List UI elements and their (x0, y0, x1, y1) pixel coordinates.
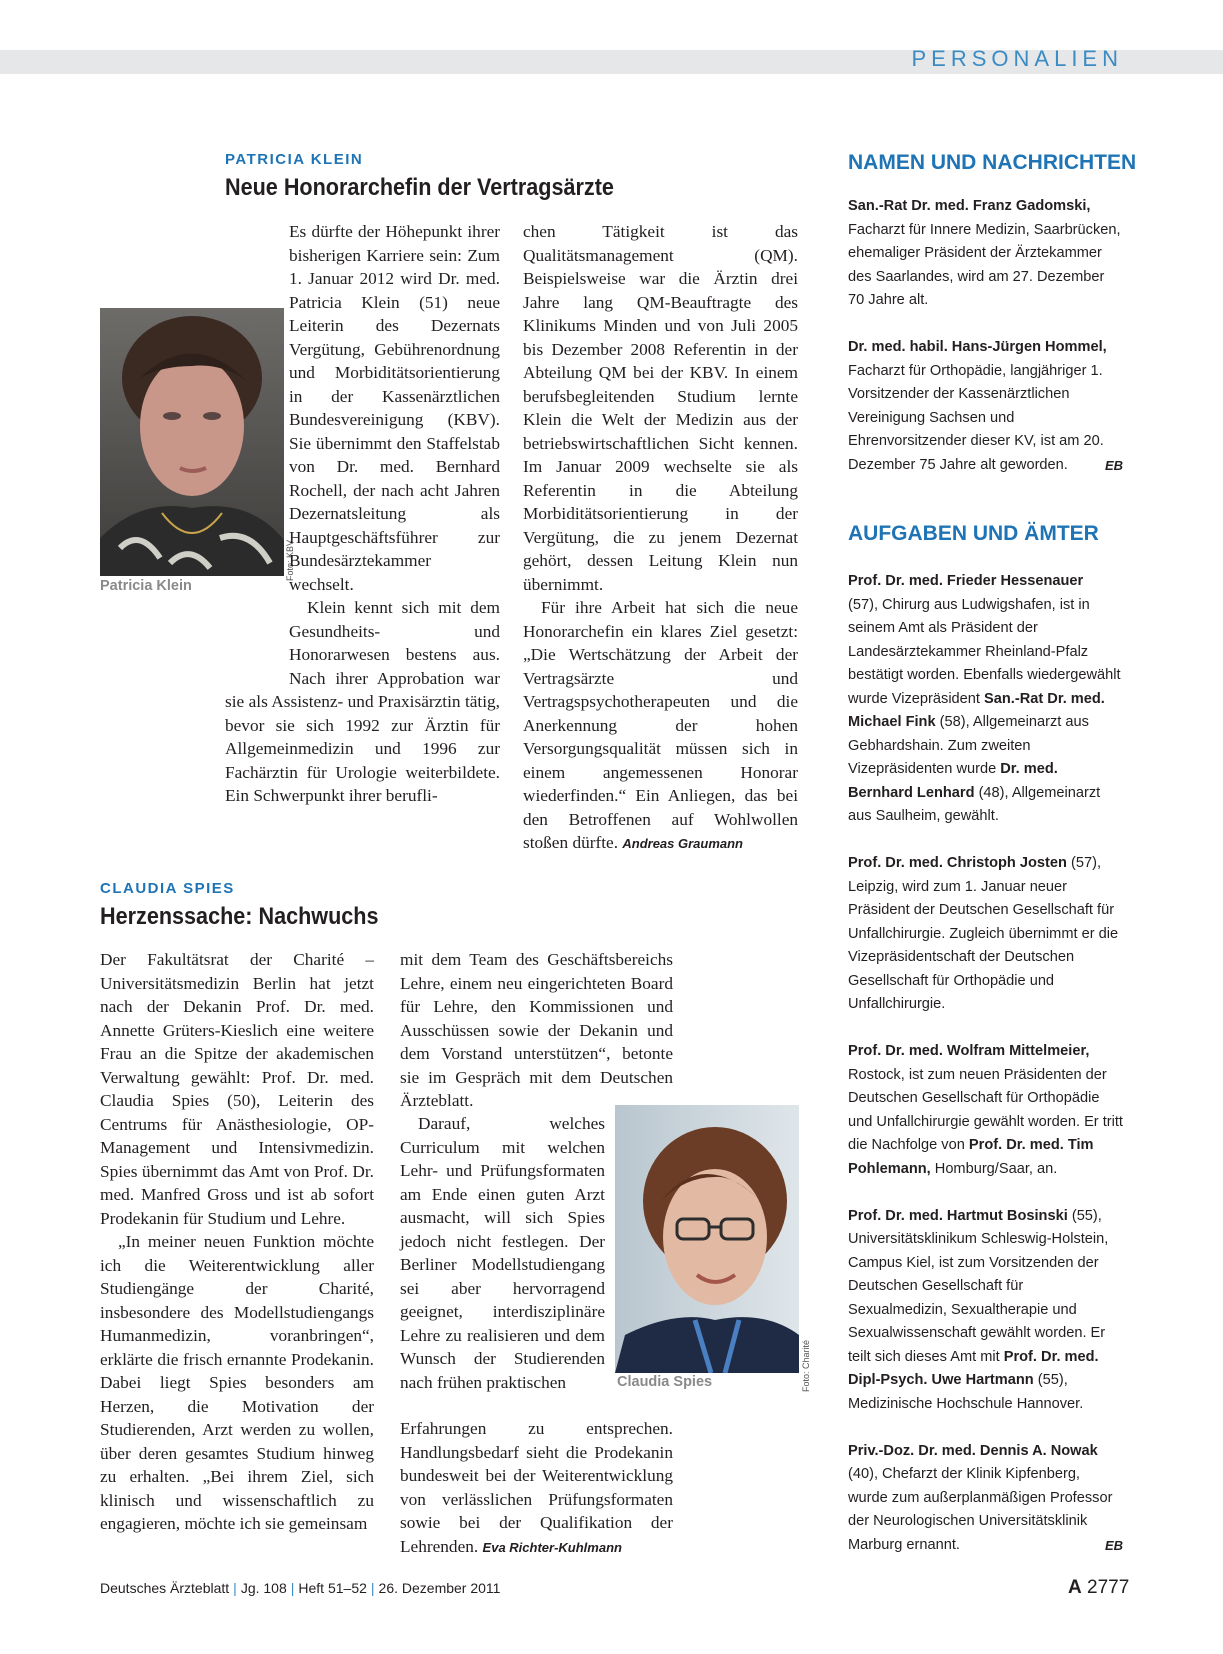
footer-issue: Heft 51–52 (298, 1580, 367, 1596)
article2-kicker: CLAUDIA SPIES (100, 880, 235, 897)
duties-name: Prof. Dr. med. Hartmut Bosinski (848, 1207, 1068, 1224)
news-heading: NAMEN UND NACHRICHTEN (848, 151, 1137, 174)
duties-text: (57), Chirurg aus Ludwigshafen, ist in seinem Amt als Präsident der Landesärztekammer Rheinland-Pfalz bestätigt worden. Ebenfalls wiedergewählt wurde Vizepräsident (848, 596, 1121, 707)
article1-author: Andreas Graumann (622, 836, 744, 851)
article2-author: Eva Richter-Kuhlmann (482, 1539, 622, 1555)
duties-item (848, 1205, 1123, 1417)
duties-item (848, 852, 1123, 1017)
page-prefix: A (1068, 1577, 1082, 1598)
article1-paragraph: Klein kennt sich mit dem Gesundheits- und Honorarwesen bestens aus. Nach ihrer Approbation war sie als Assistenz- und Praxisärztin tätig, bevor sie sich 1992 zur Ärztin für Allgemeinmedizin und 1996 zur Fachärztin für Urologie weiterbildete. Ein Schwerpunkt ihrer berufli- (225, 598, 500, 805)
duties-name: San.-Rat Dr. med. Michael Fink (848, 690, 1105, 730)
duties-item (848, 1440, 1123, 1558)
news-signature: EB (1104, 457, 1123, 473)
article2-column2-narrow (400, 1112, 605, 1394)
news-name: San.-Rat Dr. med. Franz Gadomski, (848, 198, 1091, 214)
article2-paragraph: mit dem Team des Geschäftsbereichs Lehre, einem neu eingerichteten Board für Lehre, den Kommissionen und Ausschüssen sowie der Dekanin und dem Vorstand unterstützen“, betonte sie im Gespräch mit dem Deutschen Ärzteblatt. (400, 950, 673, 1110)
duties-name: Prof. Dr. med. Dipl-Psych. Uwe Hartmann (848, 1348, 1099, 1388)
duties-item (848, 570, 1123, 829)
page-number (1068, 1577, 1129, 1599)
duties-text: Homburg/Saar, an. (934, 1160, 1058, 1177)
article2-column1 (100, 948, 374, 1536)
duties-text: (48), Allgemeinarzt aus Saulheim, gewählt. (848, 784, 1101, 824)
duties-text: (57), Leipzig, wird zum 1. Januar neuer Präsident der Deutschen Gesellschaft für Unfallchirurgie. Zugleich übernimmt er die Vizepräsidentschaft der Deutschen Gesellschaft für Orthopädie und Unfallchirurgie. (848, 855, 1119, 1012)
page-number-value: 2777 (1087, 1577, 1130, 1598)
article2-column2 (400, 948, 673, 1113)
article2-paragraph: Der Fakultätsrat der Charité – Universitätsmedizin Berlin hat jetzt nach der Dekanin Prof. Dr. med. Annette Grüters-Kieslich eine weitere Frau an die Spitze der akademischen Verwaltung gewählt: Prof. Dr. med. Claudia Spies (50), Leiterin des Centrums für Anästhesiologie, OP-Management und Intensivmedizin. Spies übernimmt das Amt von Prof. Dr. med. Manfred Gross und ist ab sofort Prodekanin für Studium und Lehre. (100, 950, 374, 1228)
article1-photo-credit: Foto: KBV (285, 540, 295, 582)
article1-headline: Neue Honorarchefin der Vertragsärzte (225, 174, 614, 201)
duties-item (848, 1040, 1123, 1181)
article2-photo-credit: Foto: Charité (801, 1340, 811, 1393)
article1-column2 (523, 220, 798, 856)
news-text: Facharzt für Orthopädie, langjähriger 1. Vorsitzender der Kassenärztlichen Vereinigung Sachsen und Ehrenvorsitzender dieser KV, ist am 20. Dezember 75 Jahre alt geworden. (848, 362, 1104, 473)
duties-name: Prof. Dr. med. Frieder Hessenauer (848, 573, 1084, 589)
duties-name: Priv.-Doz. Dr. med. Dennis A. Nowak (848, 1442, 1098, 1459)
duties-text: (55), Universitätsklinikum Schleswig-Holstein, Campus Kiel, ist zum Vorsitzenden der Deutschen Gesellschaft für Sexualmedizin, Sexualtherapie und Sexualwissenschaft gewählt worden. Er teilt sich dieses Amt mit (848, 1207, 1109, 1365)
duties-text: (58), Allgemeinarzt aus Gebhardshain. Zum zweiten Vizepräsidenten wurde (848, 714, 1089, 777)
article1-paragraph: chen Tätigkeit ist das Qualitätsmanagement (QM). Beispielsweise war die Ärztin drei Jahre lang QM-Beauftragte des Klinikums Minden und von Juli 2005 bis Dezember 2008 Referentin in der Abteilung QM bei der KBV. In einem berufsbegleitenden Studium lernte Klein die Welt der Medizin aus der betriebswirtschaftlichen Sicht kennen. Im Januar 2009 wechselte sie als Referentin in die Abteilung Morbiditätsorientierung in der Vergütung, die zu jenem Dezernat gehört, dessen Leitung Klein nun übernimmt. (523, 222, 798, 594)
duties-heading: AUFGABEN UND ÄMTER (848, 522, 1099, 545)
duties-text: Rostock, ist zum neuen Präsidenten der Deutschen Gesellschaft für Orthopädie und Unfallchirurgie gewählt worden. Er tritt die Nachfolge von (848, 1066, 1123, 1153)
footer-journal: Deutsches Ärzteblatt (100, 1580, 230, 1596)
article2-column2-bottom (400, 1417, 673, 1559)
news-item (848, 195, 1123, 313)
duties-text: (55), Medizinische Hochschule Hannover. (848, 1372, 1084, 1412)
news-column (848, 195, 1123, 501)
duties-text: (40), Chefarzt der Klinik Kipfenberg, wurde zum außerplanmäßigen Professor der Neurologischen Universitätsklinik Marburg ernannt. (848, 1466, 1113, 1553)
article1-column1 (225, 220, 500, 808)
article2-paragraph: Darauf, welches Curriculum mit welchen Lehr- und Prüfungsformaten am Ende einen guten Arzt ausmacht, will sich Spies jedoch nicht festlegen. Der Berliner Modellstudiengang sei aber hervorragend geeignet, interdisziplinäre Lehre zu realisieren und dem Wunsch der Studierenden nach frühen praktischen (400, 1114, 605, 1392)
article1-paragraph: Es dürfte der Höhepunkt ihrer bisherigen Karriere sein: Zum 1. Januar 2012 wird Dr. med. Patricia Klein (51) neue Leiterin des Dezernats Vergütung, Gebührenordnung und Morbiditätsorientierung in der Kassenärztlichen Bundesvereinigung (KBV). Sie übernimmt den Staffelstab von Dr. med. Bernhard Rochell, der nach acht Jahren Dezernatsleitung als Hauptgeschäftsführer zur Bundesärztekammer wechselt. (289, 222, 500, 594)
article1-kicker: PATRICIA KLEIN (225, 151, 364, 168)
footer-meta: Deutsches Ärzteblatt | Jg. 108 | Heft 51–52 | 26. Dezember 2011 (100, 1580, 501, 1596)
article1-photo-caption: Patricia Klein (100, 578, 192, 594)
news-text: Facharzt für Innere Medizin, Saarbrücken, ehemaliger Präsident der Ärztekammer des Saarlandes, wird am 27. Dezember 70 Jahre alt. (848, 221, 1121, 308)
section-label: PERSONALIEN (911, 46, 1123, 71)
news-name: Dr. med. habil. Hans-Jürgen Hommel, (848, 339, 1107, 355)
duties-name: Prof. Dr. med. Christoph Josten (848, 855, 1067, 871)
article2-photo-caption: Claudia Spies (617, 1374, 713, 1390)
article1-paragraph: Für ihre Arbeit hat sich die neue Honorarchefin ein klares Ziel gesetzt: „Die Wertschätzung der Arbeit der Vertragsärzte und Vertragspsychotherapeuten und die Anerkennung der hohen Versorgungsqualität müssen sich in einem angemessenen Honorar wiederfinden.“ Ein Anliegen, das bei den Betroffenen auf Wohlwollen stoßen dürfte. (523, 598, 798, 852)
duties-name: Prof. Dr. med. Wolfram Mittelmeier, (848, 1043, 1090, 1059)
footer-volume: Jg. 108 (240, 1580, 287, 1596)
footer-date: 26. Dezember 2011 (378, 1580, 501, 1596)
duties-name: Dr. med. Bernhard Lenhard (848, 761, 1058, 801)
article2-paragraph: „In meiner neuen Funktion möchte ich die Weiterentwicklung aller Studiengänge der Charité, insbesondere des Modellstudiengangs Humanmedizin, voranbringen“, erklärte die frisch ernannte Prodekanin. Dabei liegt Spies besonders am Herzen, die Motivation der Studierenden, Arzt werden zu wollen, über deren gesamtes Studium hinweg zu erhalten. „Bei ihrem Ziel, sich klinisch und wissenschaftlich zu engagieren, möchte ich sie gemeinsam (100, 1232, 374, 1533)
duties-signature: EB (1104, 1537, 1123, 1553)
article2-paragraph: Erfahrungen zu entsprechen. Handlungsbedarf sieht die Prodekanin bundesweit bei der Weiterentwicklung von verlässlichen Prüfungsformaten sowie bei der Qualifikation der Lehrenden. (400, 1419, 673, 1556)
claudia-spies-photo (615, 1105, 799, 1373)
news-item (848, 336, 1123, 477)
duties-name: Prof. Dr. med. Tim Pohlemann, (848, 1137, 1094, 1177)
duties-column (848, 570, 1123, 1581)
article2-headline: Herzenssache: Nachwuchs (100, 903, 379, 930)
